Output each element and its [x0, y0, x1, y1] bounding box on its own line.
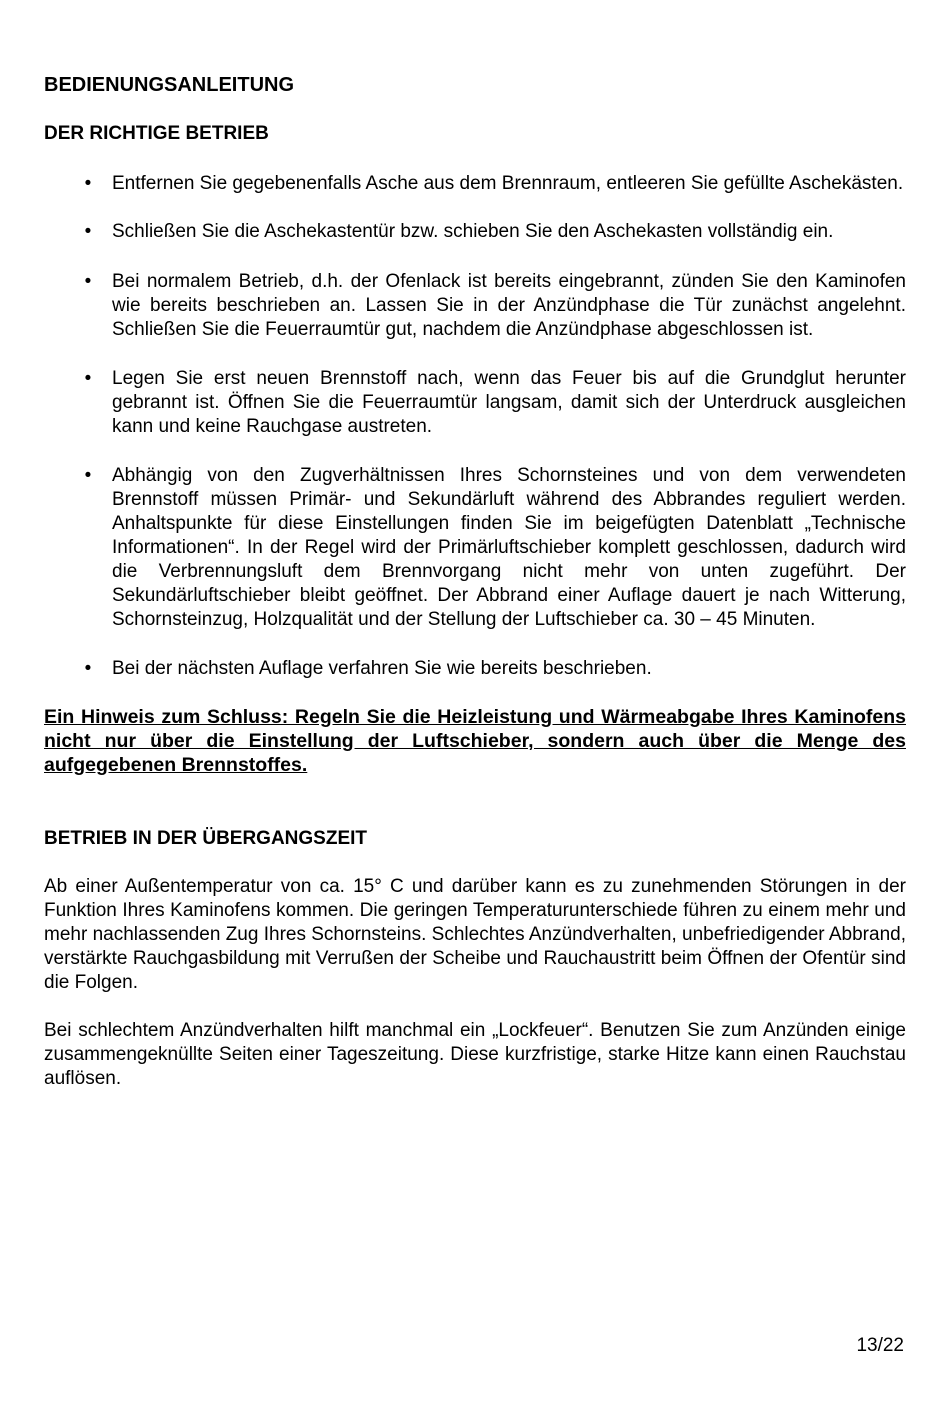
- document-title: BEDIENUNGSANLEITUNG: [44, 74, 295, 96]
- bullet-icon: •: [84, 271, 92, 292]
- list-item-text: Abhängig von den Zugverhältnissen Ihres Schornsteines und von dem verwendeten Brennstoff müssen Primär- und Sekundärluft während des Abbrandes reguliert werden. Anhaltspunkte für diese Einstellungen finden Sie im beigefügten Datenblatt „Technische Informationen“. In der Regel wird der Primärluftschieber komplett geschlossen, dadurch wird die Verbrennungsluft dem Brennvorgang nicht mehr von unten zugeführt. Der Sekundärluftschieber bleibt geöffnet. Der Abbrand einer Auflage dauert je nach Witterung, Schornsteinzug, Holzqualität und der Stellung der Luftschieber ca. 30 – 45 Minuten.: [112, 465, 906, 630]
- page-number: 13/22: [856, 1335, 904, 1356]
- list-item-text: Bei normalem Betrieb, d.h. der Ofenlack ist bereits eingebrannt, zünden Sie den Kaminofen wie bereits beschrieben an. Lassen Sie in der Anzündphase die Tür zunächst angelehnt. Schließen Sie die Feuerraumtür gut, nachdem die Anzündphase abgeschlossen ist.: [112, 271, 906, 340]
- list-item: [44, 172, 906, 196]
- list-item-text: Entfernen Sie gegebenenfalls Asche aus dem Brennraum, entleeren Sie gefüllte Aschekästen.: [112, 173, 904, 194]
- list-item-text: Schließen Sie die Aschekastentür bzw. schieben Sie den Aschekasten vollständig ein.: [112, 221, 834, 242]
- operation-steps-list: [44, 172, 906, 681]
- list-item: [44, 367, 906, 439]
- section-heading-betrieb: DER RICHTIGE BETRIEB: [44, 123, 269, 144]
- bullet-icon: •: [84, 221, 92, 242]
- closing-note: Ein Hinweis zum Schluss: Regeln Sie die Heizleistung und Wärmeabgabe Ihres Kaminofens nicht nur über die Einstellung der Luftschieber, sondern auch über die Menge des aufgegebenen Brennstoffes.: [44, 706, 906, 776]
- paragraph: Ab einer Außentemperatur von ca. 15° C und darüber kann es zu zunehmenden Störungen in der Funktion Ihres Kaminofens kommen. Die geringen Temperaturunterschiede führen zu einem mehr und mehr nachlassenden Zug Ihres Schornsteins. Schlechtes Anzündverhalten, unbefriedigender Abbrand, verstärkte Rauchgasbildung mit Verrußen der Scheibe und Rauchaustritt beim Öffnen der Ofentür sind die Folgen.: [44, 876, 906, 993]
- list-item: [44, 464, 906, 632]
- list-item: [44, 270, 906, 342]
- list-item-text: Bei der nächsten Auflage verfahren Sie wie bereits beschrieben.: [112, 658, 652, 679]
- bullet-icon: •: [84, 658, 92, 679]
- bullet-icon: •: [84, 173, 92, 194]
- bullet-icon: •: [84, 465, 92, 486]
- section-heading-uebergangszeit: BETRIEB IN DER ÜBERGANGSZEIT: [44, 828, 368, 849]
- list-item-text: Legen Sie erst neuen Brennstoff nach, wenn das Feuer bis auf die Grundglut herunter gebrannt ist. Öffnen Sie die Feuerraumtür langsam, damit sich der Unterdruck ausgleichen kann und keine Rauchgase austreten.: [112, 368, 906, 437]
- list-item: [44, 220, 906, 244]
- paragraph: Bei schlechtem Anzündverhalten hilft manchmal ein „Lockfeuer“. Benutzen Sie zum Anzünden einige zusammengeknüllte Seiten einer Tageszeitung. Diese kurzfristige, starke Hitze kann einen Rauchstau auflösen.: [44, 1020, 906, 1089]
- bullet-icon: •: [84, 368, 92, 389]
- list-item: [44, 657, 906, 681]
- document-page: [44, 72, 906, 1091]
